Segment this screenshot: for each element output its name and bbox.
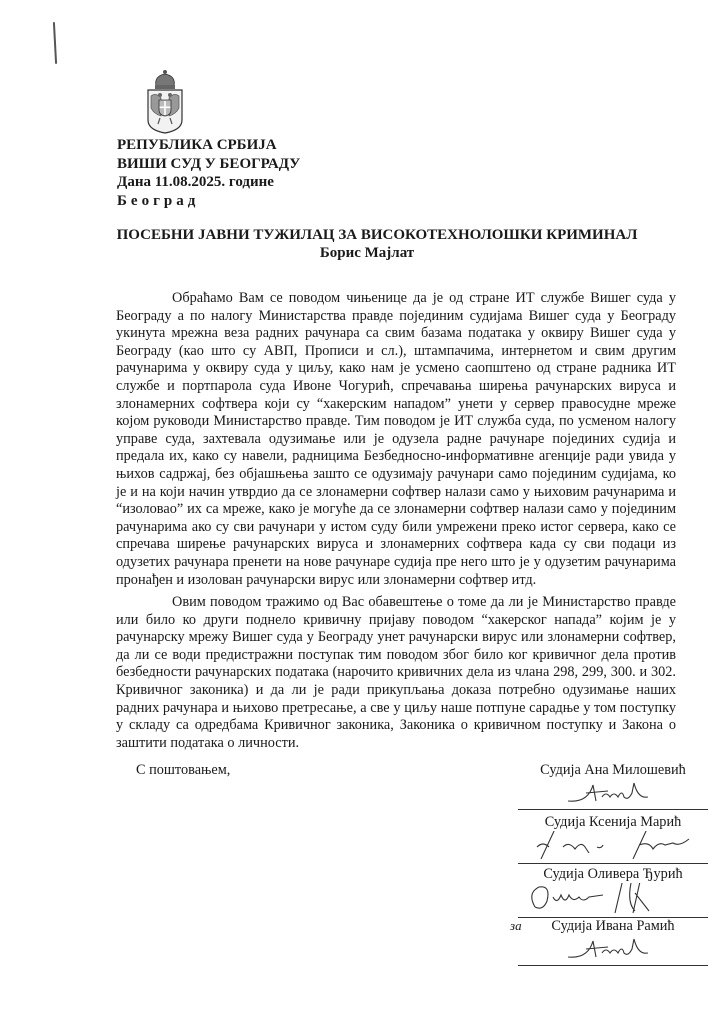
paragraph-2-text: Овим поводом тражимо од Вас обавештење о томе да ли је Министарство правде или било ко други поднело кривичну пријаву поводом “хакерског напада” којим је у рачунарску мрежу Вишег суда у Београду унет рачунарски вирус или злонамерни софтвер, да ли се води предистражни поступак тим поводом због било ког кривичног дела против безбедности рачунарских података (нарочито кривичних дела из члана 298, 299, 300. и 302. Кривичног законика) и да ли је ради прикупљања доказа потребно одузимање наших радних рачунара и њихово претресање, а све у циљу наше потпуне сарадње у том поступку у складу са одредбама Кривичног законика, Законика о кривичном поступку и Закона о заштити података о личности.	[116, 594, 676, 751]
addressee	[0, 226, 724, 262]
document-date: Дана 11.08.2025. године	[117, 174, 274, 190]
signature-block-1	[518, 762, 708, 810]
serbian-coat-of-arms-icon	[144, 68, 186, 134]
addressee-name: Борис Мајлат	[319, 245, 415, 261]
handwritten-signature-icon	[523, 831, 703, 861]
signatory-name: Судија Оливера Ђурић	[543, 866, 683, 882]
signature-block-3	[518, 866, 708, 918]
signature-line	[518, 809, 708, 810]
signature-block-2	[518, 814, 708, 864]
signatory-name: за Судија Ивана Рамић	[510, 918, 675, 934]
signatory-name: Судија Ксенија Марић	[544, 814, 682, 830]
signatory-name: Судија Ана Милошевић	[540, 762, 686, 778]
handwritten-signature-icon	[558, 779, 668, 807]
letterhead	[117, 136, 300, 210]
signature-line	[518, 863, 708, 864]
body-paragraph-1	[116, 290, 676, 589]
country-name: РЕПУБЛИКА СРБИЈА	[117, 137, 277, 153]
pen-margin-mark	[53, 22, 57, 64]
paragraph-1-text: Обраћамо Вам се поводом чињенице да је од стране ИТ службе Вишег суда у Београду а по налогу Министарства правде појединим судијама Вишег суда у Београду укинута мрежна веза радних рачунара са свим базама података у оквиру Вишег суда у Београду (као што су АВП, Прописи и сл.), штампачима, интернетом и свим другим рачунарима у оквиру суда у циљу, како нам је усмено саопштено од стране радника ИТ службе и портпарола суда Ивоне Чогурић, спречавања ширења рачунарских вируса и злонамерних софтвера који су “хакерским нападом” унети у сервер правосудне мреже којом руководи Министарство правде. Тим поводом је ИТ служба суда, по усменом налогу управе суда, захтевала одузимање или је одузела радне рачунаре појединих судија и предала их, како су навели, радницима Безбедносно-информативне агенције ради увида у њихов садржај, без објашњења зашто се одузимају рачунари само појединим судијама, ко је и на који начин утврдио да се злонамерни софтвер налази само у њиховим рачунарима и “изоловао” их са мреже, како је могуће да се злонамерни софтвер налази само у појединим рачунарима ако су сви рачунари у истом суду били умрежени преко истог сервера, како се спречава ширење рачунарских вируса и злонамерних софтвера када су сви подаци из одузетих рачунара пренети на нове рачунаре судија пре него што је у одузетим рачунарима пронађен и изолован рачунарски вирус или злонамерни софтвер итд.	[116, 290, 676, 588]
signature-block-4	[510, 918, 708, 966]
city-name: Београд	[117, 192, 200, 209]
signature-line	[518, 965, 708, 966]
handwritten-signature-icon	[558, 935, 668, 963]
handwritten-signature-icon	[523, 883, 703, 915]
addressee-title: ПОСЕБНИ ЈАВНИ ТУЖИЛАЦ ЗА ВИСОКОТЕХНОЛОШКИ КРИМИНАЛ	[116, 227, 638, 243]
court-name: ВИШИ СУД У БЕОГРАДУ	[117, 155, 301, 172]
closing-salutation: С поштовањем,	[136, 762, 231, 778]
on-behalf-prefix: за	[510, 918, 522, 933]
body-paragraph-2	[116, 594, 676, 752]
